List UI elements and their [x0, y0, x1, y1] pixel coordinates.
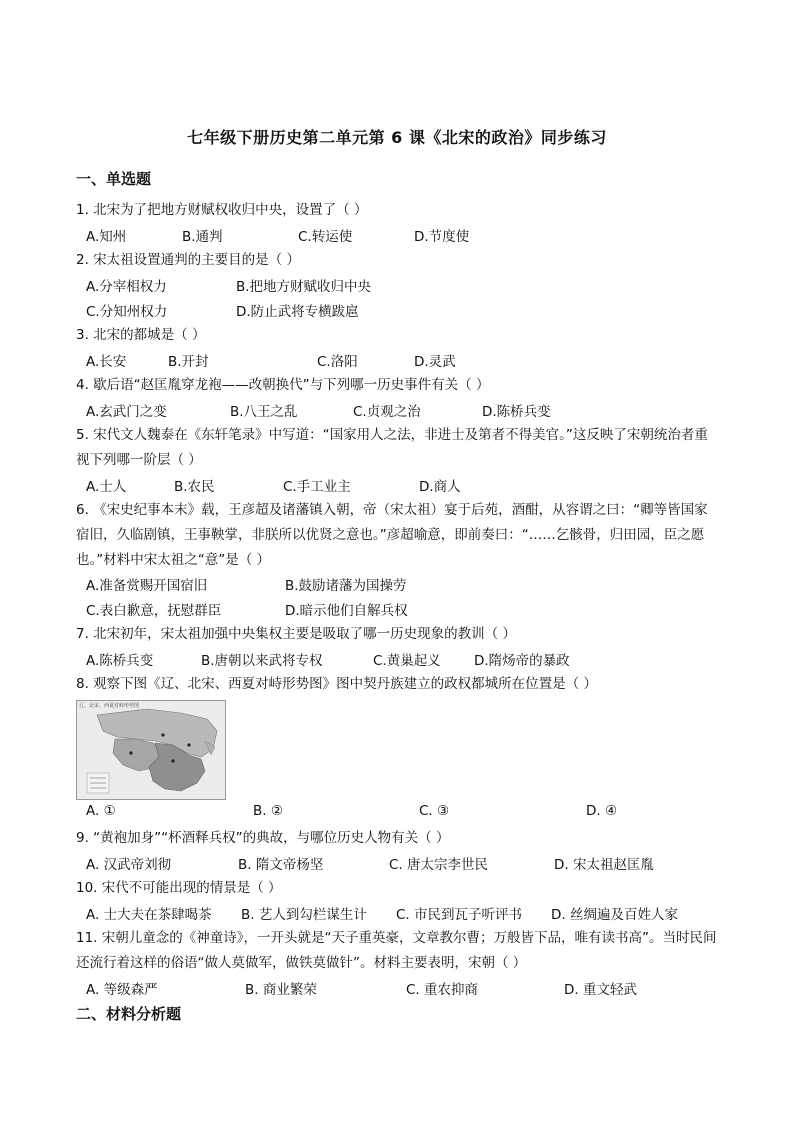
option-d[interactable]: D.商人: [419, 479, 461, 495]
option-c[interactable]: C.表白歉意，抚慰群臣: [86, 603, 222, 619]
question-stem: 5. 宋代文人魏泰在《东轩笔录》中写道：“国家用人之法，非进士及第者不得美官。”这反映了宋朝统治者重视下列哪一阶层（ ）: [76, 427, 708, 468]
option-row: [86, 275, 726, 297]
option-b[interactable]: B.开封: [168, 354, 209, 370]
option-b[interactable]: B.把地方财赋收归中央: [236, 279, 372, 295]
option-a[interactable]: A.士人: [86, 479, 127, 495]
option-c[interactable]: C.手工业主: [283, 479, 351, 495]
option-a[interactable]: A. ①: [86, 803, 116, 819]
option-row: [86, 978, 726, 1000]
option-c[interactable]: C.转运使: [298, 229, 353, 245]
question-stem: 3. 北宋的都城是（ ）: [76, 327, 206, 343]
option-row: [86, 225, 726, 247]
option-d[interactable]: D.暗示他们自解兵权: [285, 603, 408, 619]
option-a[interactable]: A. 等级森严: [86, 982, 158, 998]
option-row: [86, 350, 726, 372]
option-d[interactable]: D.防止武将专横跋扈: [236, 304, 359, 320]
option-b[interactable]: B. 商业繁荣: [245, 982, 317, 998]
option-a[interactable]: A.陈桥兵变: [86, 653, 154, 669]
option-d[interactable]: D. ④: [586, 803, 618, 819]
option-b[interactable]: B. 隋文帝杨坚: [238, 857, 324, 873]
option-row: [86, 903, 726, 925]
option-c[interactable]: C. ③: [419, 803, 450, 819]
question-stem: 4. 歇后语“赵匡胤穿龙袍——改朝换代”与下列哪一历史事件有关（ ）: [76, 377, 490, 393]
question-stem: 1. 北宋为了把地方财赋权收归中央，设置了（ ）: [76, 202, 368, 218]
option-row: [86, 599, 726, 621]
option-row: [86, 649, 726, 671]
option-b[interactable]: B.通判: [182, 229, 223, 245]
option-row: [86, 300, 726, 322]
question-stem: 2. 宋太祖设置通判的主要目的是（ ）: [76, 252, 300, 268]
option-row: [86, 475, 726, 497]
option-b[interactable]: B.农民: [174, 479, 215, 495]
section-heading-material-analysis: 二、材料分析题: [76, 1005, 182, 1023]
page-title: 七年级下册历史第二单元第 6 课《北宋的政治》同步练习: [187, 128, 607, 147]
option-d[interactable]: D. 宋太祖赵匡胤: [554, 857, 654, 873]
option-row: [86, 574, 726, 596]
option-c[interactable]: C. 市民到瓦子听评书: [396, 907, 523, 923]
option-row: [86, 853, 726, 875]
option-d[interactable]: D.陈桥兵变: [482, 404, 551, 420]
option-d[interactable]: D.灵武: [414, 354, 456, 370]
option-row: [86, 400, 726, 422]
option-b[interactable]: B. ②: [253, 803, 283, 819]
question-stem: 11. 宋朝儿童念的《神童诗》，一开头就是“天子重英豪，文章教尔曹；万般皆下品，唯有读书高”。当时民间还流行着这样的俗语“做人莫做军，做铁莫做针”。材料主要表明，宋朝（ ）: [76, 930, 717, 971]
option-c[interactable]: C.贞观之治: [353, 404, 421, 420]
option-d[interactable]: D. 重文轻武: [564, 982, 637, 998]
question-stem: 9. “黄袍加身”“杯酒释兵权”的典故，与哪位历史人物有关（ ）: [76, 830, 450, 846]
option-c[interactable]: C.黄巢起义: [373, 653, 441, 669]
option-d[interactable]: D.隋炀帝的暴政: [474, 653, 570, 669]
option-b[interactable]: B.鼓励诸藩为国操劳: [285, 578, 407, 594]
option-row: [86, 803, 726, 825]
question-stem: 6. 《宋史纪事本末》载，王彦超及诸藩镇入朝，帝（宋太祖）宴于后苑，酒酣，从容谓之曰：“卿等皆国家宿旧，久临剧镇，王事鞅掌，非朕所以优贤之意也。”彦超喻意，即前奏曰：“……乞骸骨，归田园，臣之愿也。”材料中宋太祖之“意”是（ ）: [76, 502, 708, 568]
option-c[interactable]: C.分知州权力: [86, 304, 168, 320]
option-b[interactable]: B.八王之乱: [230, 404, 298, 420]
option-a[interactable]: A.玄武门之变: [86, 404, 167, 420]
map-image: [77, 701, 225, 799]
map-liao-song-xixia: [76, 700, 226, 800]
question-stem: 7. 北宋初年，宋太祖加强中央集权主要是吸取了哪一历史现象的教训（ ）: [76, 626, 516, 642]
option-d[interactable]: D. 丝绸遍及百姓人家: [551, 907, 678, 923]
option-d[interactable]: D.节度使: [414, 229, 470, 245]
option-c[interactable]: C. 唐太宗李世民: [389, 857, 489, 873]
question-stem: 10. 宋代不可能出现的情景是（ ）: [76, 880, 282, 896]
option-a[interactable]: A.长安: [86, 354, 127, 370]
section-heading-single-choice: 一、单选题: [76, 170, 152, 188]
option-a[interactable]: A.知州: [86, 229, 127, 245]
option-c[interactable]: C. 重农抑商: [406, 982, 479, 998]
map-caption: 辽、北宋、西夏对峙形势图: [79, 703, 140, 709]
option-b[interactable]: B.唐朝以来武将专权: [201, 653, 323, 669]
option-a[interactable]: A. 士大夫在茶肆喝茶: [86, 907, 212, 923]
option-a[interactable]: A. 汉武帝刘彻: [86, 857, 172, 873]
option-c[interactable]: C.洛阳: [317, 354, 358, 370]
option-b[interactable]: B. 艺人到勾栏谋生计: [241, 907, 367, 923]
option-a[interactable]: A.准备赏赐开国宿旧: [86, 578, 208, 594]
option-a[interactable]: A.分宰相权力: [86, 279, 167, 295]
question-stem: 8. 观察下图《辽、北宋、西夏对峙形势图》图中契丹族建立的政权都城所在位置是（ ）: [76, 676, 597, 692]
